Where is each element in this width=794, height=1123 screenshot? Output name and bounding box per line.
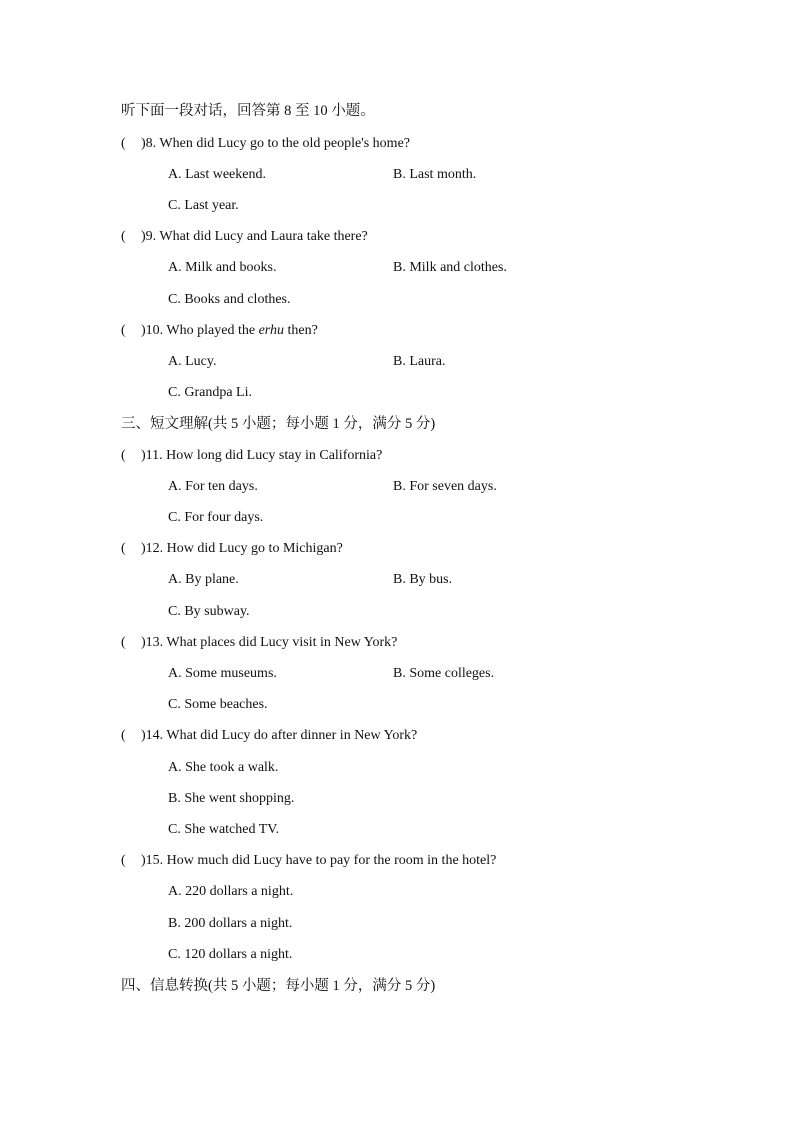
question-10-text-italic: erhu [258,323,284,338]
question-9-option-b: B. Milk and clothes. [393,260,507,275]
question-14-option-b: B. She went shopping. [168,791,295,806]
question-10 [121,322,318,340]
section-3-heading: 三、短文理解(共 5 小题；每小题 1 分，满分 5 分) [121,416,436,432]
question-8-option-c: C. Last year. [168,198,239,213]
question-12-text: 12. How did Lucy go to Michigan? [145,541,343,556]
question-11-paren-close: ) [141,448,146,463]
section-4-heading: 四、信息转换(共 5 小题；每小题 1 分，满分 5 分) [121,978,436,994]
question-15-option-c: C. 120 dollars a night. [168,947,293,962]
question-8 [121,135,410,153]
question-12-option-c: C. By subway. [168,604,250,619]
question-15-text: 15. How much did Lucy have to pay for the room in the hotel? [145,853,497,868]
question-9 [121,228,368,246]
question-12-option-a: A. By plane. [168,572,239,587]
question-11-option-a: A. For ten days. [168,479,258,494]
listening-instruction-heading: 听下面一段对话，回答第 8 至 10 小题。 [121,103,375,119]
question-14 [121,727,417,745]
question-8-paren-close: ) [141,136,146,151]
question-9-paren-close: ) [141,229,146,244]
question-13-paren-close: ) [141,635,146,650]
question-8-text: 8. When did Lucy go to the old people's home? [145,136,410,151]
question-14-option-a: A. She took a walk. [168,760,279,775]
answer-blank-11: ( [121,448,126,463]
question-9-option-c: C. Books and clothes. [168,292,291,307]
question-9-text: 9. What did Lucy and Laura take there? [145,229,368,244]
question-12-option-b: B. By bus. [393,572,453,587]
question-13-option-b: B. Some colleges. [393,666,495,681]
question-11-text: 11. How long did Lucy stay in California? [145,448,383,463]
question-8-option-a: A. Last weekend. [168,167,266,182]
question-14-text: 14. What did Lucy do after dinner in New York? [145,728,418,743]
question-10-paren-close: ) [141,323,146,338]
question-9-option-a: A. Milk and books. [168,260,277,275]
answer-blank-15: ( [121,853,126,868]
question-13 [121,634,397,652]
question-14-option-c: C. She watched TV. [168,822,280,837]
question-13-option-c: C. Some beaches. [168,697,268,712]
question-11-option-c: C. For four days. [168,510,264,525]
question-14-paren-close: ) [141,728,146,743]
answer-blank-13: ( [121,635,126,650]
answer-blank-14: ( [121,728,126,743]
question-13-text: 13. What places did Lucy visit in New York? [145,635,398,650]
question-15-option-a: A. 220 dollars a night. [168,884,294,899]
question-10-option-a: A. Lucy. [168,354,217,369]
question-10-option-c: C. Grandpa Li. [168,385,252,400]
question-12 [121,540,343,558]
question-11-option-b: B. For seven days. [393,479,497,494]
question-10-option-b: B. Laura. [393,354,446,369]
answer-blank-8: ( [121,136,126,151]
question-8-option-b: B. Last month. [393,167,477,182]
question-15-paren-close: ) [141,853,146,868]
answer-blank-12: ( [121,541,126,556]
question-11 [121,447,382,465]
question-10-text-before: 10. Who played the [145,323,259,338]
question-10-text-after: then? [283,323,318,338]
answer-blank-10: ( [121,323,126,338]
question-13-option-a: A. Some museums. [168,666,277,681]
answer-blank-9: ( [121,229,126,244]
question-15 [121,852,496,870]
question-12-paren-close: ) [141,541,146,556]
question-15-option-b: B. 200 dollars a night. [168,916,293,931]
